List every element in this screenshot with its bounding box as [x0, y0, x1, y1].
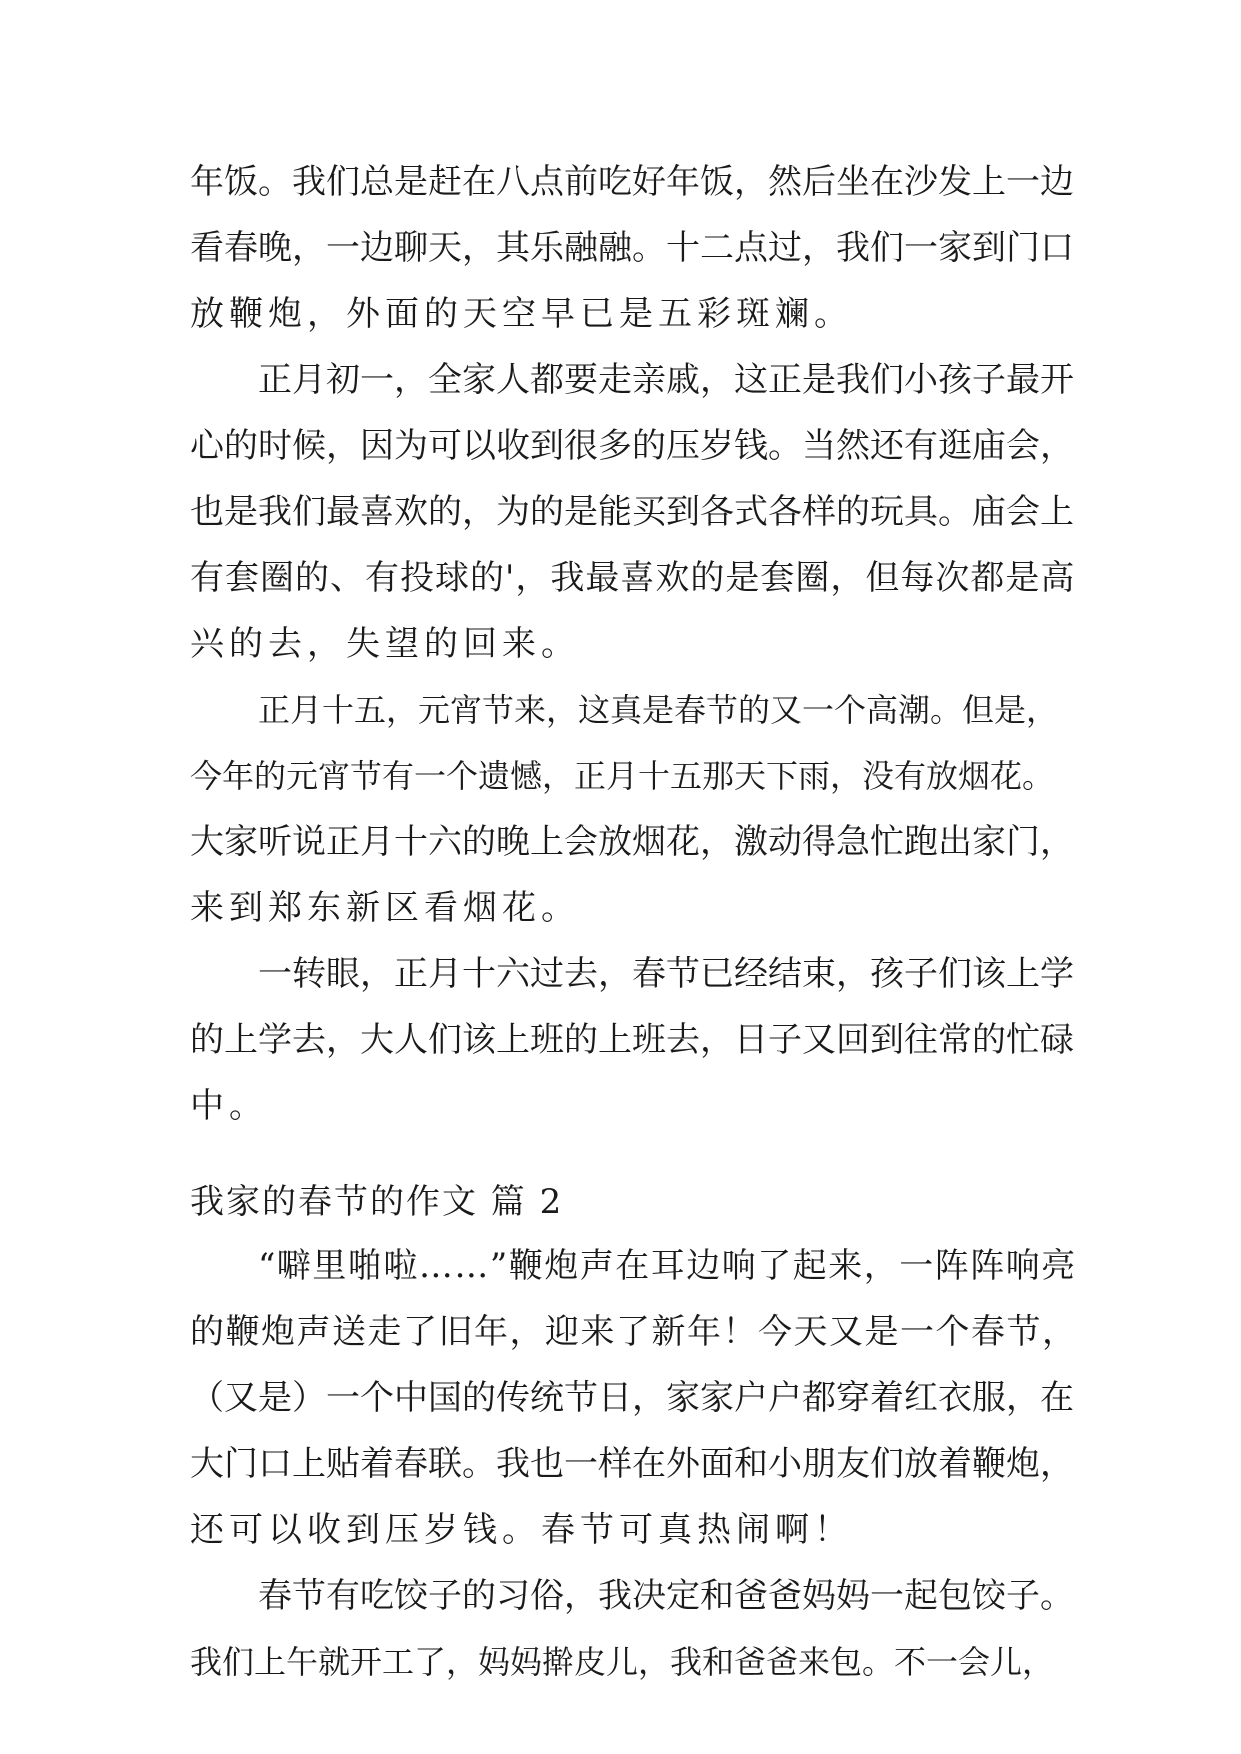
text-line: 看春晚，一边聊天，其乐融融。十二点过，我们一家到门口: [190, 228, 1074, 268]
text-line: 的鞭炮声送走了旧年，迎来了新年！今天又是一个春节，: [190, 1312, 1078, 1352]
text-line: 大家听说正月十六的晚上会放烟花，激动得急忙跑出家门，: [190, 822, 1074, 862]
text-line: 兴的去，失望的回来。: [190, 624, 580, 664]
section-heading: 我家的春节的作文 篇 2: [190, 1182, 564, 1222]
text-line: 春节有吃饺子的习俗，我决定和爸爸妈妈一起包饺子。: [258, 1576, 1074, 1616]
text-line: 一转眼，正月十六过去，春节已经结束，孩子们该上学: [258, 954, 1074, 994]
text-line: 还可以收到压岁钱。春节可真热闹啊！: [190, 1510, 853, 1550]
text-line: 放鞭炮，外面的天空早已是五彩斑斓。: [190, 294, 853, 334]
text-line: 正月初一，全家人都要走亲戚，这正是我们小孩子最开: [258, 360, 1074, 400]
text-line: 有套圈的、有投球的'，我最喜欢的是套圈，但每次都是高: [190, 558, 1076, 598]
text-line: 今年的元宵节有一个遗憾，正月十五那天下雨，没有放烟花。: [190, 757, 1055, 795]
text-line: 也是我们最喜欢的，为的是能买到各式各样的玩具。庙会上: [190, 492, 1074, 532]
text-line: “噼里啪啦……”鞭炮声在耳边响了起来，一阵阵响亮: [258, 1246, 1077, 1286]
text-line: 大门口上贴着春联。我也一样在外面和小朋友们放着鞭炮，: [190, 1444, 1074, 1484]
text-line: 正月十五，元宵节来，这真是春节的又一个高潮。但是，: [258, 691, 1059, 729]
text-line: 中。: [190, 1086, 268, 1126]
text-line: 来到郑东新区看烟花。: [190, 888, 580, 928]
text-line: 年饭。我们总是赶在八点前吃好年饭，然后坐在沙发上一边: [190, 162, 1074, 202]
text-line: 的上学去，大人们该上班的上班去，日子又回到往常的忙碌: [190, 1020, 1074, 1060]
text-line: 心的时候，因为可以收到很多的压岁钱。当然还有逛庙会，: [190, 426, 1074, 466]
text-line: （又是）一个中国的传统节日，家家户户都穿着红衣服，在: [190, 1378, 1074, 1418]
text-line: 我们上午就开工了，妈妈擀皮儿，我和爸爸来包。不一会儿，: [190, 1643, 1055, 1681]
